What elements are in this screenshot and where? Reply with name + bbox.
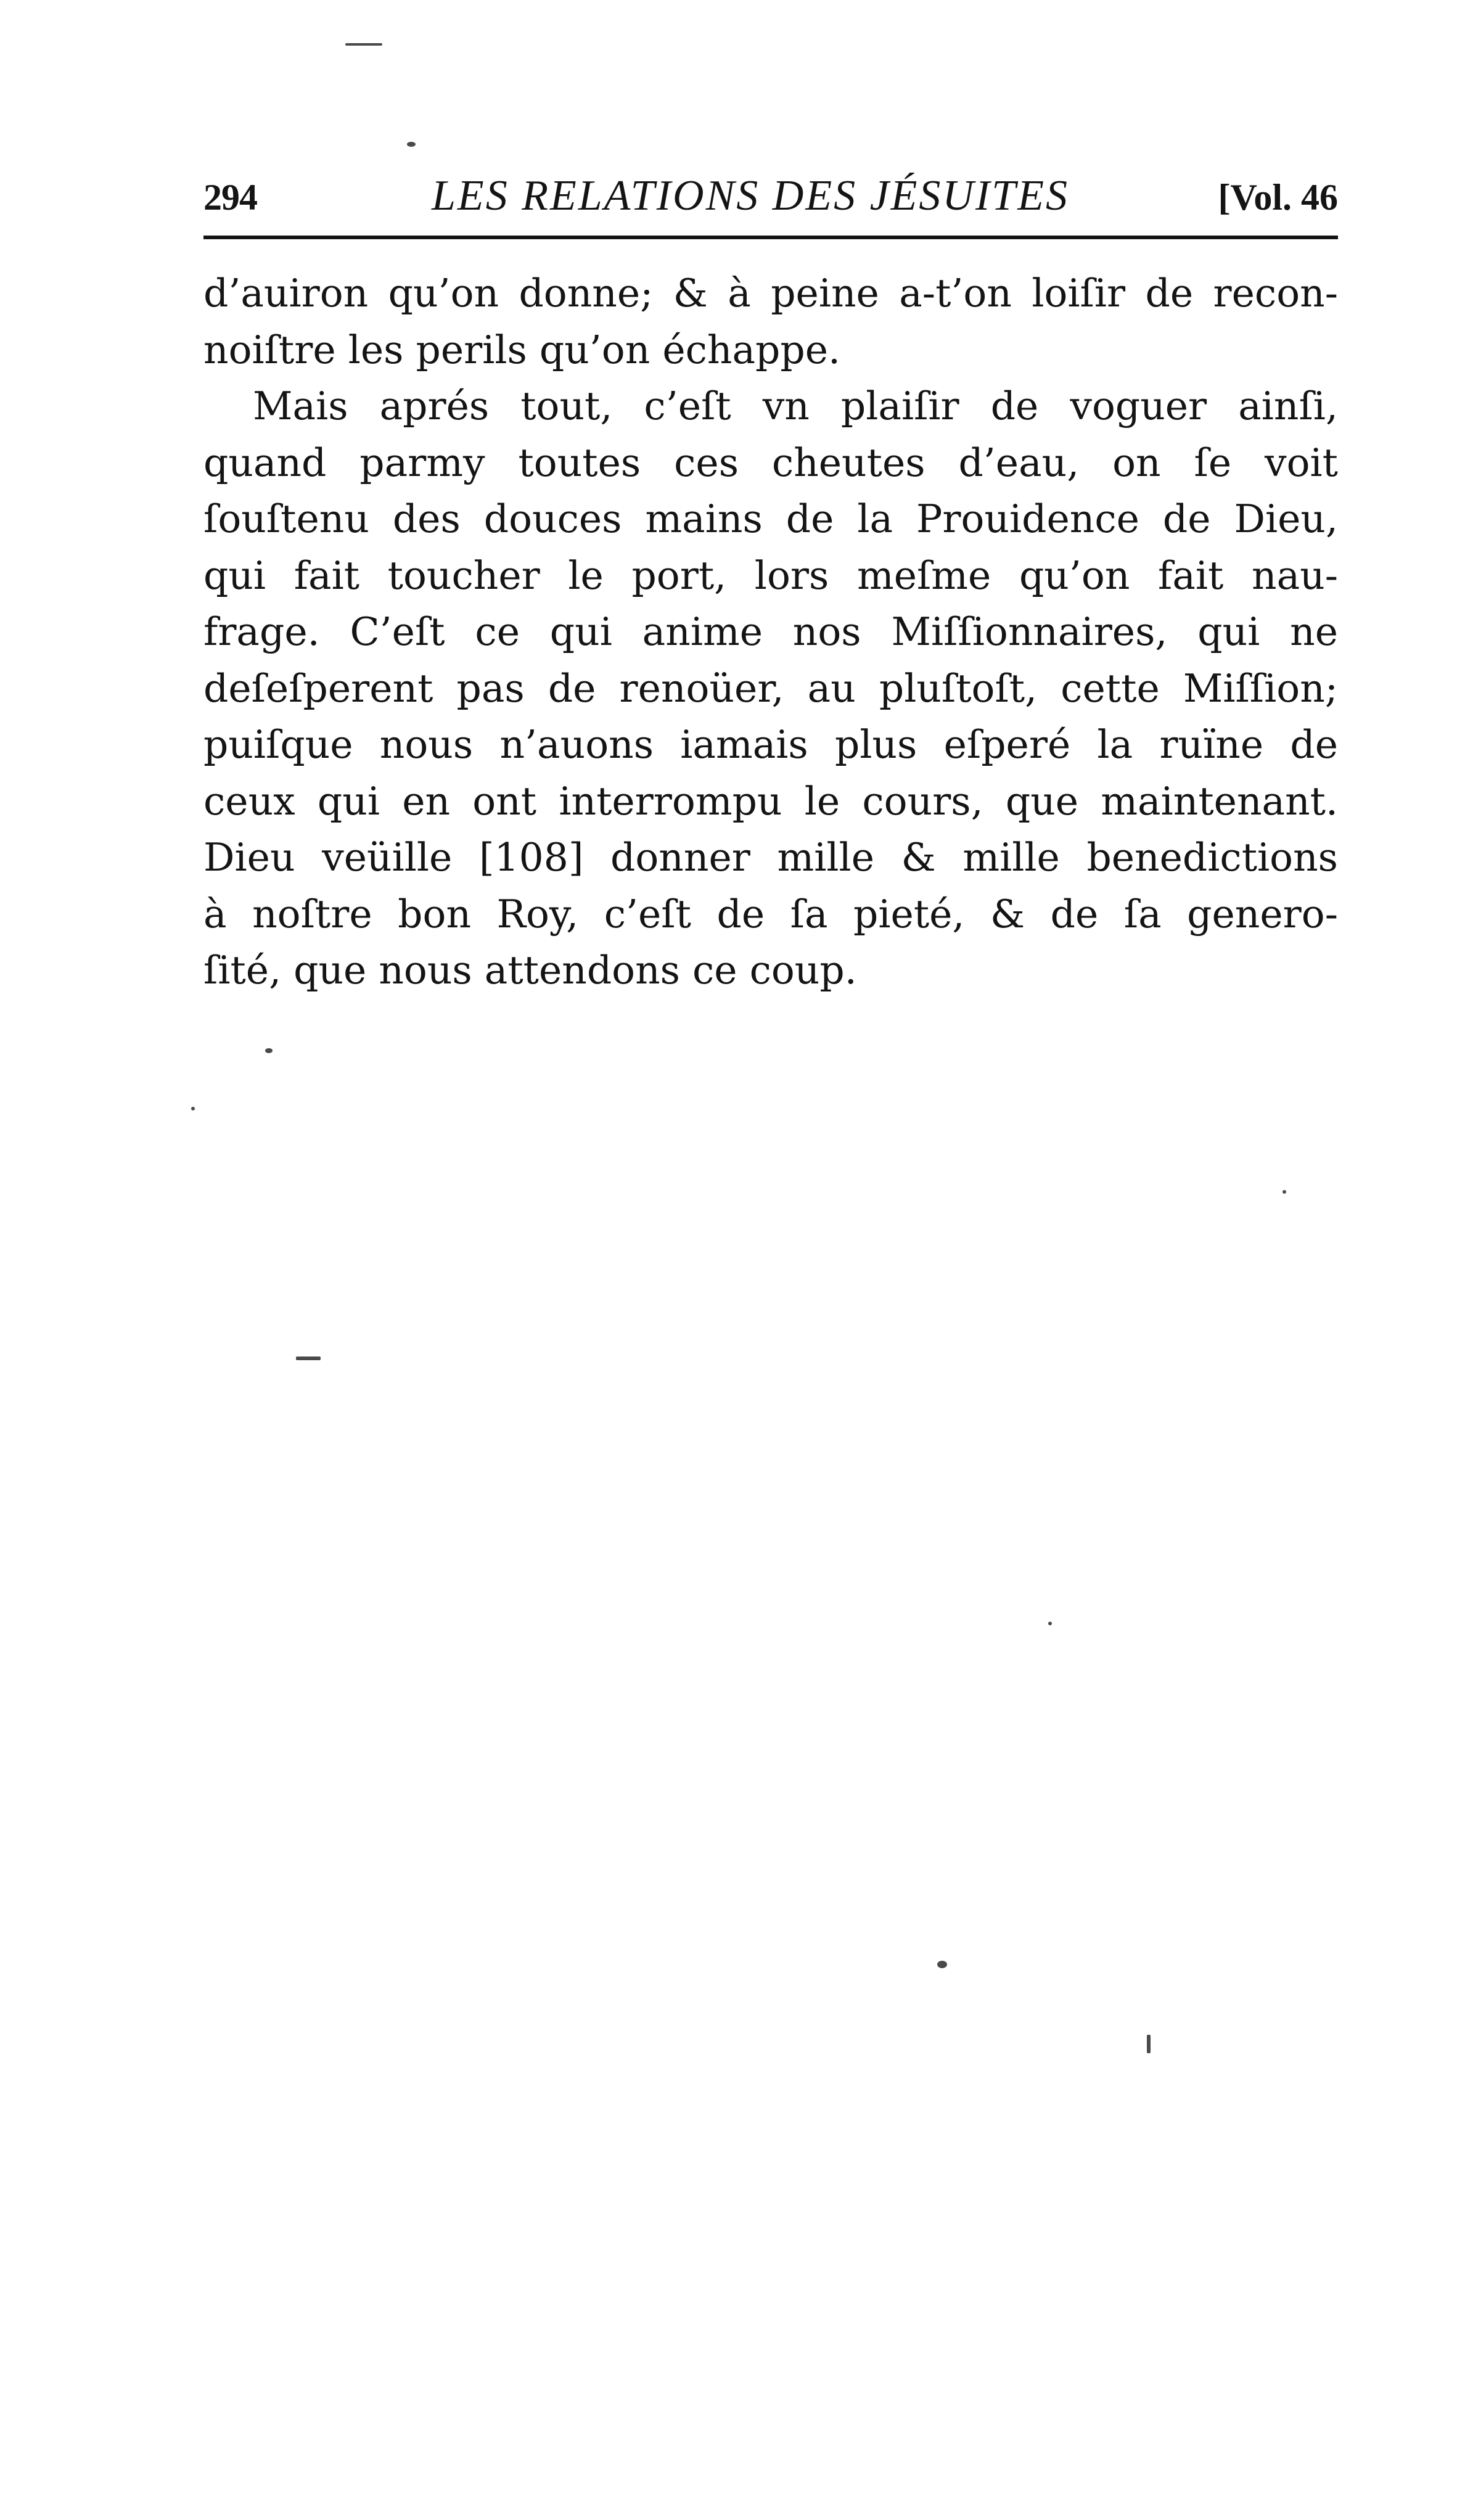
scan-speck (1147, 2035, 1151, 2053)
text-line: ſouſtenu des douces mains de la Prouidence de Dieu, (203, 496, 1338, 541)
text-line: noiſtre les perils qu’on échappe. (203, 327, 841, 372)
text-line: ſité, que nous attendons ce coup. (203, 948, 857, 993)
scan-speck (1048, 1622, 1052, 1625)
text-line: Mais aprés tout, c’eſt vn plaiſir de voguer ainſi, (253, 384, 1338, 429)
paragraph-2 (203, 378, 1338, 999)
text-line: frage. C’eſt ce qui anime nos Miſſionnaires, qui ne (203, 609, 1338, 654)
text-line: ceux qui en ont interrompu le cours, que maintenant. (203, 778, 1338, 824)
text-line: Dieu veüille [108] donner mille & mille benedictions (203, 835, 1338, 880)
text-line: d’auiron qu’on donne; & à peine a-t’on loiſir de recon- (203, 271, 1338, 316)
text-line: qui fait toucher le port, lors meſme qu’on fait nau- (203, 552, 1338, 598)
running-title: LES RELATIONS DES JÉSUITES (432, 172, 1069, 220)
text-line: deſeſperent pas de renoüer, au pluſtoſt, cette Miſſion; (203, 665, 1338, 711)
text-line: puiſque nous n’auons iamais plus eſperé la ruïne de (203, 722, 1338, 767)
text-line: quand parmy toutes ces cheutes d’eau, on ſe voit (203, 440, 1338, 485)
page-header (203, 171, 1338, 221)
scan-speck (265, 1048, 273, 1053)
scan-speck (345, 43, 382, 46)
page-number: 294 (203, 177, 257, 218)
scan-speck (937, 1961, 947, 1968)
volume-label: [Vol. 46 (1218, 177, 1338, 218)
scan-speck (407, 142, 416, 147)
header-rule (203, 236, 1338, 239)
paragraph-1 (203, 265, 1338, 378)
text-line: à noſtre bon Roy, c’eſt de ſa pieté, & de ſa genero- (203, 891, 1338, 937)
scan-speck (191, 1107, 195, 1110)
body-text (203, 265, 1338, 999)
scan-speck (1282, 1190, 1286, 1194)
scan-speck (296, 1356, 321, 1360)
